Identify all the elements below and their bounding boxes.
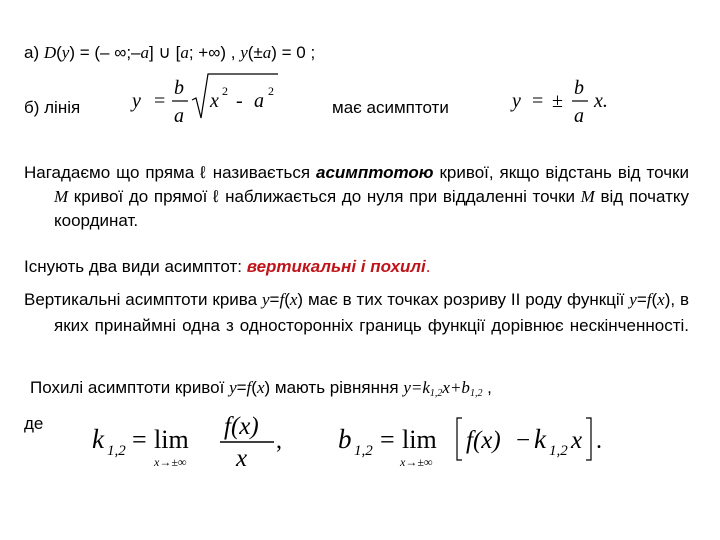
fk-num: f(x) <box>224 413 259 440</box>
line-b-label: б) лінія <box>24 98 81 117</box>
f1-y: y <box>132 90 141 112</box>
fb-bracket-right <box>586 418 591 460</box>
point-M: M <box>580 187 595 206</box>
fb-eq: = <box>380 425 395 454</box>
line-a: а) D(y) = (– ∞;–a] ∪ [a; +∞) , y(±a) = 0 ; <box>24 43 316 62</box>
oblique-eq: y=k <box>403 378 430 397</box>
fk-k: k <box>92 424 104 454</box>
formula-k <box>92 410 292 482</box>
fk-comma: , <box>276 428 282 454</box>
sqrt-sign <box>192 74 278 118</box>
formula-hyperbola <box>128 66 298 130</box>
y-arg: (± <box>247 43 263 62</box>
var-y: y <box>240 43 248 62</box>
f1-sq2: 2 <box>268 84 274 98</box>
fk-eq: = <box>132 425 147 454</box>
fb-dot: . <box>596 428 602 454</box>
formula-b <box>338 410 628 482</box>
f1-a2: a <box>254 90 264 112</box>
var-a: a <box>140 43 150 62</box>
fk-den: x <box>236 445 248 472</box>
fb-cond: x→±∞ <box>400 455 433 469</box>
formula-asymptotes <box>510 66 620 130</box>
f2-pm: ± <box>552 90 563 112</box>
fb-minus: − <box>516 427 531 454</box>
vertical-asymptotes: Вертикальні асимптоти крива y=f(x) має в тих точках розриву ІІ роду функції y=f(x), в яких принаймні одна з односторонніх границь функції дорівнює нескінченності. <box>24 290 689 335</box>
fk-sub: 1,2 <box>107 443 126 459</box>
var-a: a <box>180 43 189 62</box>
f2-x: x. <box>594 90 608 112</box>
condition-end: ) = 0 ; <box>271 43 316 62</box>
fb-bracket-left <box>457 418 462 460</box>
f1-x: x <box>210 90 219 112</box>
var-a: a <box>262 43 272 62</box>
f1-a: a <box>174 105 184 127</box>
fb-sub: 1,2 <box>354 443 373 459</box>
f2-eq: = <box>532 90 544 112</box>
fb-sub2: 1,2 <box>549 443 568 459</box>
where-word: де <box>24 414 44 433</box>
domain-part3: ; +∞) , <box>188 43 241 62</box>
f1-b: b <box>174 77 184 99</box>
f1-eq: = <box>154 90 166 112</box>
f2-b: b <box>574 77 584 99</box>
domain-part2: ] ∪ [ <box>149 43 181 62</box>
kinds-highlight: вертикальні і похилі <box>246 257 426 276</box>
f2-a: a <box>574 105 584 127</box>
asymptote-kinds: Існують два види асимптот: вертикальні і похилі. <box>24 257 431 276</box>
point-M: M <box>54 187 69 206</box>
line-a-label: а) <box>24 43 44 62</box>
fk-lim: lim <box>154 425 189 454</box>
has-asymptotes-text: має асимптоти <box>332 98 449 117</box>
term-asymptote: асимптотою <box>316 163 434 182</box>
fb-k: k <box>534 424 546 454</box>
fb-x: x <box>571 427 583 454</box>
f1-sq1: 2 <box>222 84 228 98</box>
f1-minus: - <box>236 90 243 112</box>
var-y: y <box>61 43 70 62</box>
f2-y: y <box>512 90 521 112</box>
fk-cond: x→±∞ <box>154 455 187 469</box>
fb-fx: f(x) <box>466 427 501 454</box>
fb-lim: lim <box>402 425 437 454</box>
domain-part1: ) = (– ∞;– <box>69 43 141 62</box>
domain-symbol: D <box>43 43 57 62</box>
asymptote-definition: Нагадаємо що пряма ℓ називається асимптотою кривої, якщо відстань від точки M кривої до прямої ℓ наближається до нуля при віддаленні точки M від початку координат. <box>24 163 689 230</box>
oblique-asymptotes: Похилі асимптоти кривої y=f(x) мають рівняння $y=k_{1,2}x+b_{1,2}$ , <box>30 378 492 399</box>
fb-b: b <box>338 424 352 454</box>
